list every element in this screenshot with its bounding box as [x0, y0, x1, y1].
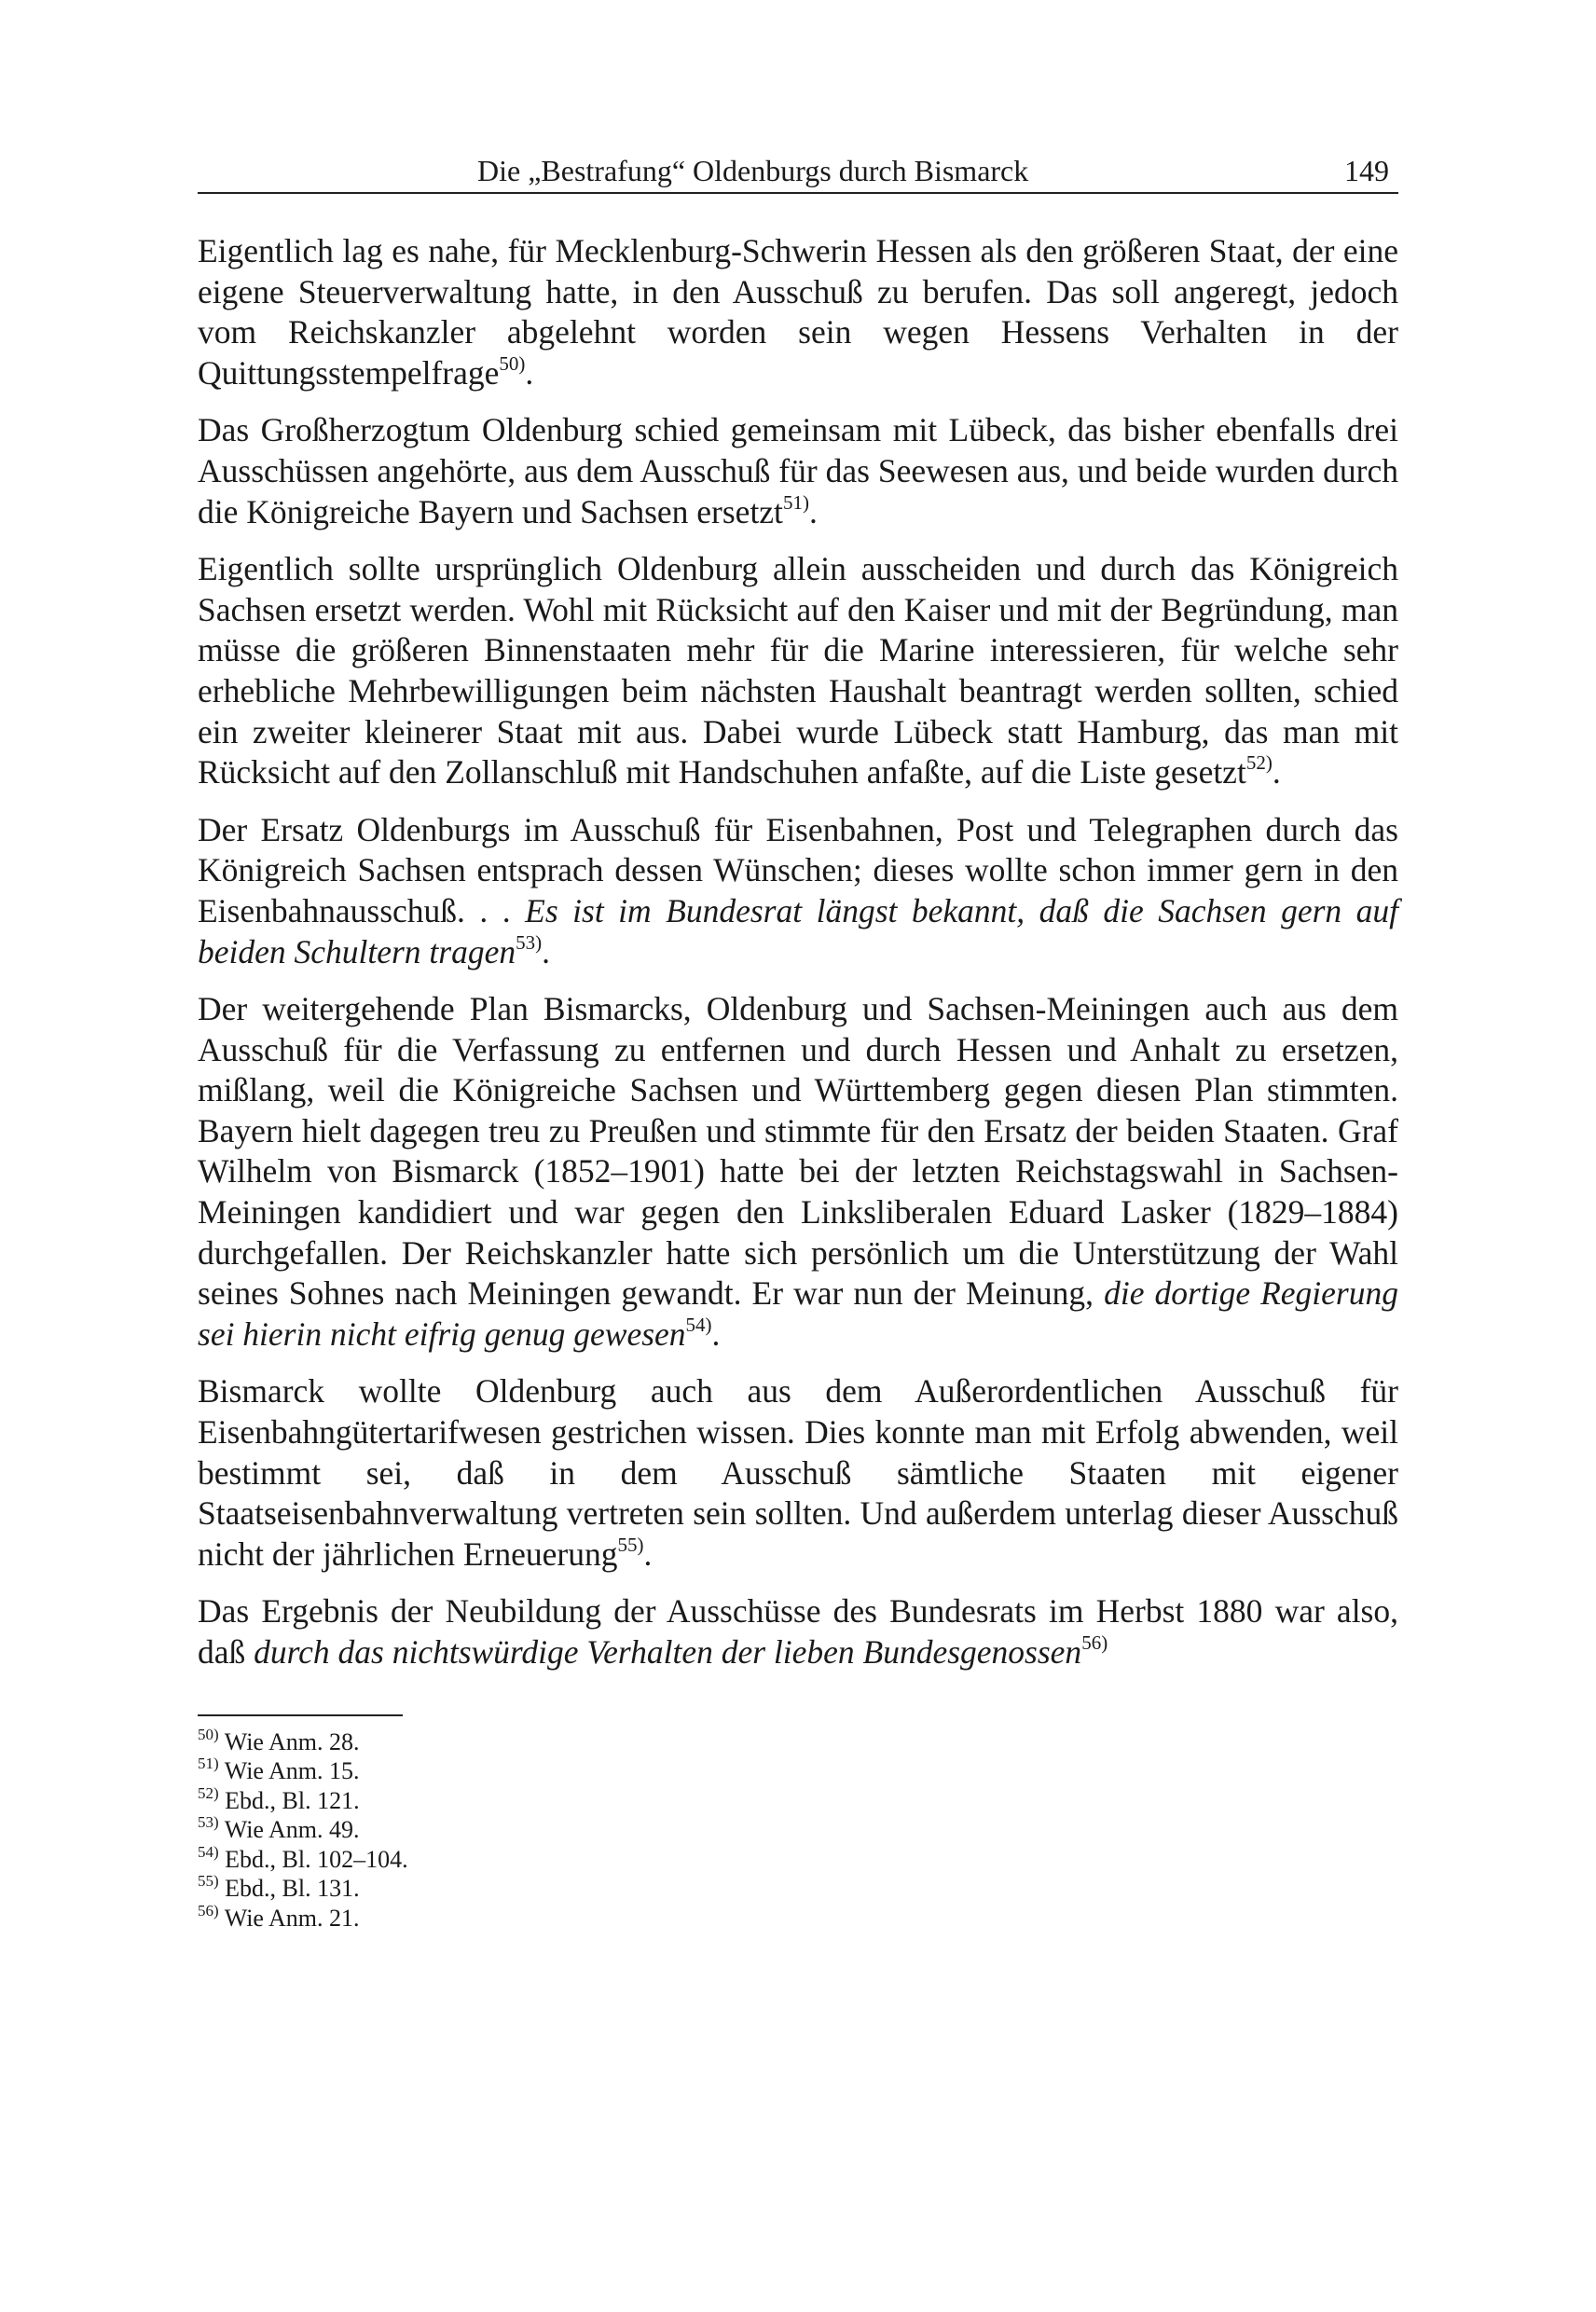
footnote-text: Wie Anm. 15. [224, 1757, 360, 1785]
footnote-reference: 56) [1081, 1631, 1108, 1655]
footnote-reference: 50) [499, 351, 526, 375]
footnote-mark: 54) [198, 1842, 219, 1861]
quoted-text: durch das nichtswürdige Verhalten der lieben Bundesgenossen [254, 1633, 1082, 1671]
footnote-text: Ebd., Bl. 131. [225, 1875, 360, 1903]
footnote-text: Wie Anm. 28. [224, 1727, 360, 1755]
body-text [198, 231, 1398, 1673]
paragraph-text: . [1272, 753, 1281, 791]
footnote-mark: 53) [198, 1813, 219, 1832]
paragraph [198, 549, 1398, 793]
footnote-reference: 55) [617, 1533, 644, 1556]
paragraph-text: Der Ersatz Oldenburgs im Ausschuß für Eisenbahnen, Post und Telegraphen durch das Königreich Sachsen entsprach dessen Wünschen; dieses wollte schon immer gern in den Eisenbahnausschuß. . . [198, 810, 1398, 929]
footnote [198, 1901, 1398, 1934]
quoted-text: Es ist im Bundesrat längst bekannt, daß die Sachsen gern auf beiden Schultern tragen [198, 891, 1398, 970]
quoted-text: die dortige Regierung sei hierin nicht eifrig genug gewesen [198, 1274, 1398, 1353]
paragraph-text: . [525, 353, 534, 392]
paragraph-text: Das Großherzogtum Oldenburg schied gemeinsam mit Lübeck, das bisher ebenfalls drei Ausschüssen angehörte, aus dem Ausschuß für das Seewesen aus, und beide wurden durch die Königreiche Bayern und Sachsen ersetzt [198, 411, 1398, 530]
paragraph-text: Eigentlich lag es nahe, für Mecklenburg-Schwerin Hessen als den größeren Staat, der eine eigene Steuerverwaltung hatte, in den Ausschuß zu berufen. Das soll angeregt, jedoch vom Reichskanzler abgelehnt worden sein wegen Hessens Verhalten in der Quittungsstempelfrage [198, 232, 1398, 392]
paragraph-text: Eigentlich sollte ursprünglich Oldenburg allein ausscheiden und durch das Königreich Sachsen ersetzt werden. Wohl mit Rücksicht auf den Kaiser und mit der Begründung, man müsse die größeren Binnenstaaten mehr für die Marine interessieren, für welche sehr erhebliche Mehrbewilligungen beim nächsten Haushalt beantragt werden sollten, schied ein zweiter kleinerer Staat mit aus. Dabei wurde Lübeck statt Hamburg, das man mit Rücksicht auf den Zollanschluß mit Handschuhen anfaßte, auf die Liste gesetzt [198, 550, 1398, 791]
book-page [198, 149, 1398, 1933]
paragraph [198, 810, 1398, 972]
footnote [198, 1756, 1398, 1786]
footnote-mark: 56) [198, 1901, 219, 1920]
footnotes [198, 1727, 1398, 1934]
footnote-divider [198, 1714, 403, 1716]
footnote [198, 1874, 1398, 1904]
footnote-text: Wie Anm. 49. [224, 1816, 360, 1844]
footnote [198, 1783, 1398, 1816]
paragraph-text: . [643, 1534, 653, 1573]
footnote-mark: 52) [198, 1783, 219, 1802]
footnote-reference: 53) [516, 930, 543, 954]
paragraph [198, 1371, 1398, 1575]
paragraph [198, 1591, 1398, 1672]
footnote-text: Ebd., Bl. 102–104. [225, 1845, 408, 1873]
paragraph-text: . [542, 932, 550, 970]
footnote-text: Wie Anm. 21. [224, 1904, 360, 1932]
paragraph-text: Der weitergehende Plan Bismarcks, Oldenburg und Sachsen-Meiningen auch aus dem Ausschuß für die Verfassung zu entfernen und durch Hessen und Anhalt zu ersetzen, mißlang, weil die Königreiche Sachsen und Württemberg gegen diesen Plan stimmten. Bayern hielt dagegen treu zu Preußen und stimmte für den Ersatz der beiden Staaten. Graf Wilhelm von Bismarck (1852–1901) hatte bei der letzten Reichstagswahl in Sachsen-Meiningen kandidiert und war gegen den Linksliberalen Eduard Lasker (1829–1884) durchgefallen. Der Reichskanzler hatte sich persönlich um die Unterstützung der Wahl seines Sohnes nach Meiningen gewandt. Er war nun der Meinung, [198, 990, 1398, 1313]
paragraph [198, 231, 1398, 393]
paragraph-text: . [711, 1314, 721, 1353]
footnote [198, 1815, 1398, 1845]
paragraph [198, 989, 1398, 1355]
running-head [198, 149, 1398, 194]
footnote-mark: 51) [198, 1755, 219, 1773]
footnote-reference: 52) [1245, 751, 1273, 775]
footnote-text: Ebd., Bl. 121. [225, 1786, 360, 1814]
footnote-mark: 55) [198, 1872, 219, 1891]
paragraph [198, 410, 1398, 532]
page-number: 149 [1344, 154, 1389, 187]
paragraph-text: Bismarck wollte Oldenburg auch aus dem Außerordentlichen Ausschuß für Eisenbahngütertarifwesen gestrichen wissen. Dies konnte man mit Erfolg abwenden, weil bestimmt sei, daß in dem Ausschuß sämtliche Staaten mit eigener Staatseisenbahnverwaltung vertreten sein sollten. Und außerdem unterlag dieser Ausschuß nicht der jährlichen Erneuerung [198, 1372, 1398, 1573]
running-title: Die „Bestrafung“ Oldenburgs durch Bismarck [477, 154, 1029, 187]
footnote-mark: 50) [198, 1725, 219, 1743]
footnote [198, 1727, 1398, 1757]
footnote [198, 1842, 1398, 1875]
footnote-reference: 54) [685, 1314, 712, 1337]
paragraph-text: . [808, 492, 818, 530]
footnote-reference: 51) [782, 490, 809, 514]
paragraph-text: Das Ergebnis der Neubildung der Ausschüsse des Bundesrats im Herbst 1880 war also, daß [198, 1592, 1398, 1671]
